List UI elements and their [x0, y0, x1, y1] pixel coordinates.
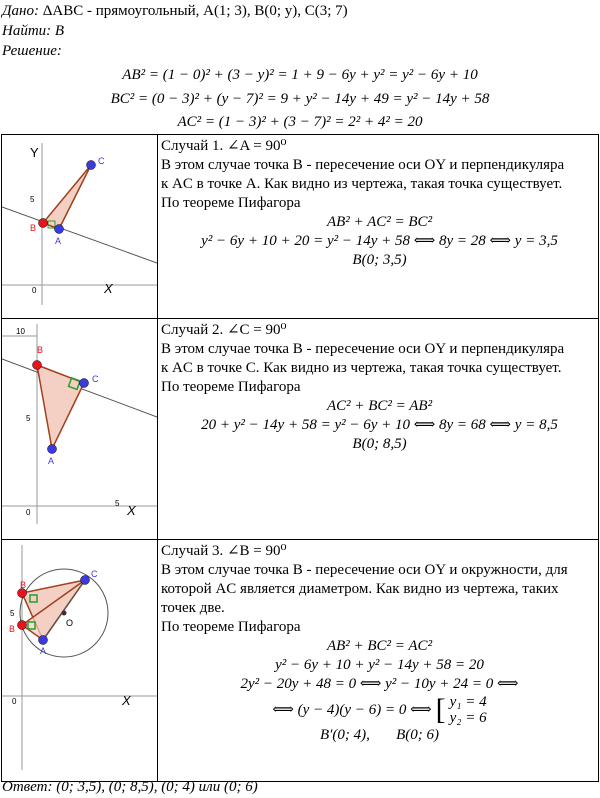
tick-label-10: 10 — [16, 327, 25, 336]
root-y1: y₁ = 4 — [449, 694, 487, 710]
case-1-formula-3: B(0; 3,5) — [352, 252, 407, 268]
case-2-text — [158, 319, 599, 540]
perpendicular-line — [2, 207, 157, 263]
case-2-title: Случай 2. ∠C = 90⁰ — [161, 322, 287, 338]
axis-label-x: X — [127, 503, 136, 518]
find-text: B — [54, 23, 65, 39]
point-a — [55, 225, 64, 234]
case-1-line-1: В этом случае точка B - пересечение оси OY и перпендикуляра — [161, 157, 565, 173]
tick-label-x5: 5 — [115, 499, 120, 508]
case-2-line-1: В этом случае точка B - пересечение оси OY и перпендикуляра — [161, 341, 565, 357]
origin-label: 0 — [12, 697, 17, 706]
case-1-line-3: По теореме Пифагора — [161, 195, 301, 211]
equation-ab: AB² = (1 − 0)² + (3 − y)² = 1 + 9 − 6y + y² = y² − 6y + 10 — [122, 67, 478, 83]
point-c — [80, 379, 89, 388]
case-1-row — [2, 135, 599, 319]
case-3-line-4: По теореме Пифагора — [161, 619, 301, 635]
case-1-title: Случай 1. ∠A = 90⁰ — [161, 138, 287, 154]
case-2-line-2: к AC в точке C. Как видно из чертежа, такая точка существует. — [161, 360, 562, 376]
find-line — [2, 22, 64, 40]
point-c-label: C — [92, 374, 99, 384]
system-roots — [450, 694, 487, 726]
point-b-prime-label: B — [9, 624, 16, 634]
case-3-plot — [2, 540, 157, 776]
point-a — [39, 636, 48, 645]
case-3-title: Случай 3. ∠B = 90⁰ — [161, 543, 287, 559]
find-label: Найти: — [2, 23, 52, 39]
point-a-label: A — [48, 456, 55, 466]
point-b — [33, 361, 42, 370]
point-c — [81, 576, 90, 585]
point-o — [62, 611, 67, 616]
origin-label: 0 — [32, 286, 37, 295]
given-line — [2, 2, 348, 20]
case-3-text — [158, 540, 599, 782]
point-c-label: C — [91, 569, 98, 579]
case-3-formula-4: ⟺ (y − 4)(y − 6) = 0 ⟺ — [272, 701, 432, 718]
case-1-line-2: к AC в точке A. Как видно из чертежа, такая точка существует. — [161, 176, 563, 192]
point-b-label: B — [20, 580, 27, 590]
case-2-formula-2: 20 + y² − 14y + 58 = y² − 6y + 10 ⟺ 8y = 68 ⟺ y = 8,5 — [201, 417, 558, 433]
answer-line — [2, 778, 258, 796]
equation-ac: AC² = (1 − 3)² + (3 − 7)² = 2² + 4² = 20 — [177, 114, 423, 130]
point-b-prime — [18, 621, 27, 630]
origin-label: 0 — [26, 508, 31, 517]
equation-bc: BC² = (0 − 3)² + (y − 7)² = 9 + y² − 14y + 49 = y² − 14y + 58 — [110, 91, 490, 107]
axis-label-x: X — [122, 693, 131, 708]
axis-label-y: Y — [30, 145, 39, 160]
case-2-figure — [2, 319, 158, 540]
answer-text: (0; 3,5), (0; 8,5), (0; 4) или (0; 6) — [56, 779, 258, 795]
tick-label-5: 5 — [30, 195, 35, 204]
answer-label: Ответ: — [2, 779, 53, 795]
case-2-formula-1: AC² + BC² = AB² — [326, 398, 433, 414]
triangle-abc — [43, 165, 91, 229]
axis-label-x: X — [104, 281, 113, 296]
case-1-formula-2: y² − 6y + 10 + 20 = y² − 14y + 58 ⟺ 8y = 28 ⟺ y = 3,5 — [201, 233, 558, 249]
case-3-system — [161, 694, 598, 726]
point-o-label: O — [66, 618, 74, 628]
given-label: Дано: — [2, 3, 39, 19]
case-3-formula-1: AB² + BC² = AC² — [326, 638, 433, 654]
point-b-label: B — [37, 345, 44, 355]
tick-label-5: 5 — [26, 414, 31, 423]
case-1-formula-1: AB² + AC² = BC² — [326, 214, 433, 230]
point-c-label: C — [98, 156, 105, 166]
case-2-row — [2, 319, 599, 540]
case-2-plot — [2, 319, 157, 534]
case-1-text — [158, 135, 599, 319]
case-2-formula-3: B(0; 8,5) — [352, 436, 407, 452]
case-3-formula-result: B′(0; 4), B(0; 6) — [319, 727, 440, 743]
case-1-figure — [2, 135, 158, 319]
point-c — [87, 161, 96, 170]
system-bracket: [ — [435, 693, 446, 726]
solution-label: Решение: — [2, 43, 62, 59]
solution-line — [2, 42, 62, 60]
cases-table — [1, 134, 599, 782]
case-1-plot — [2, 135, 157, 313]
case-3-figure — [2, 540, 158, 782]
point-b-label: B — [30, 223, 37, 233]
case-3-line-3: точек две. — [161, 600, 225, 616]
case-3-formula-3: 2y² − 20y + 48 = 0 ⟺ y² − 10y + 24 = 0 ⟺ — [240, 676, 519, 692]
point-b — [39, 219, 48, 228]
point-a — [48, 445, 57, 454]
triangle-abc — [37, 365, 84, 449]
case-3-line-1: В этом случае точка B - пересечение оси OY и окружности, для — [161, 562, 568, 578]
root-y2: y₂ = 6 — [449, 710, 487, 726]
case-3-formula-2: y² − 6y + 10 + y² − 14y + 58 = 20 — [275, 657, 484, 673]
case-3-row — [2, 540, 599, 782]
case-2-line-3: По теореме Пифагора — [161, 379, 301, 395]
given-text: ΔABC - прямоугольный, A(1; 3), B(0; y), C(3; 7) — [42, 3, 348, 19]
point-a-label: A — [55, 236, 62, 246]
point-a-label: A — [40, 646, 47, 656]
case-3-line-2: которой AC является диаметром. Как видно из чертежа, таких — [161, 581, 559, 597]
tick-label-5: 5 — [10, 609, 15, 618]
